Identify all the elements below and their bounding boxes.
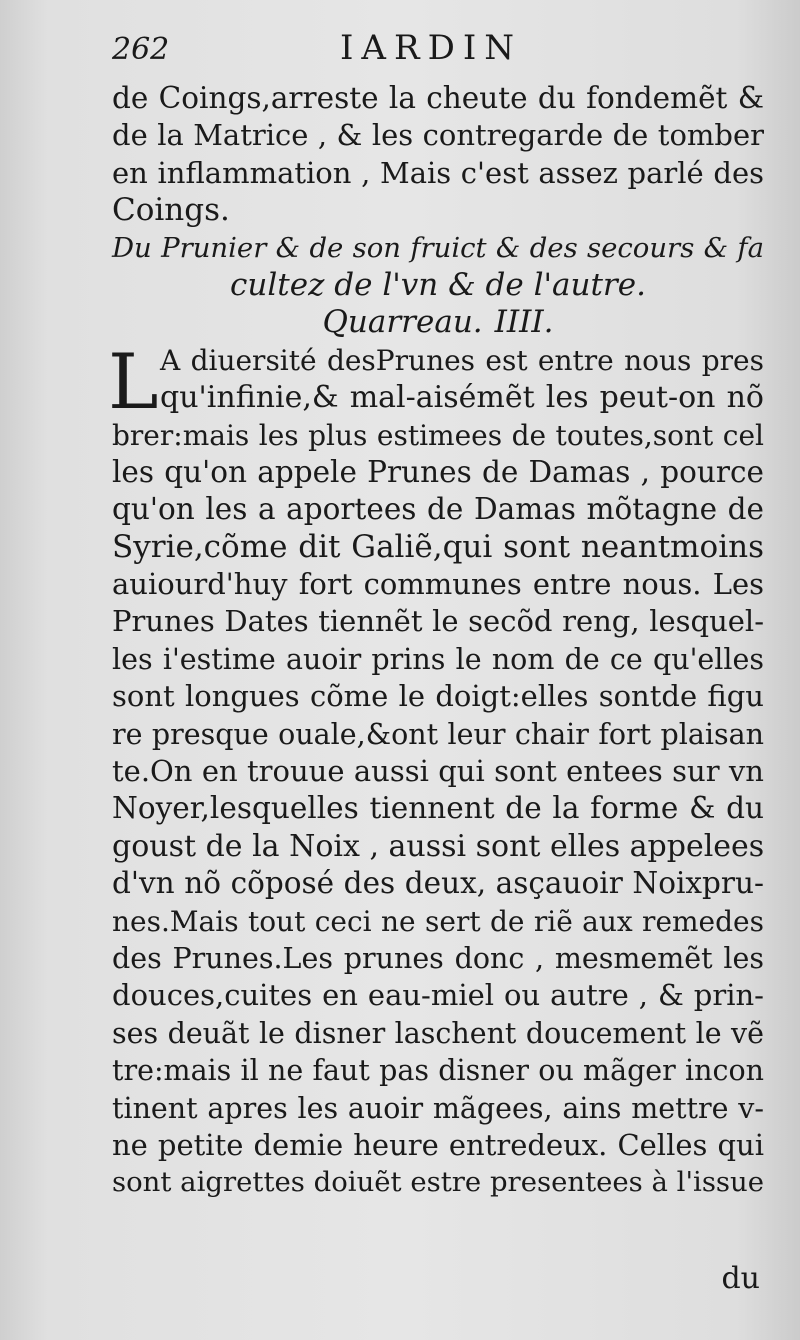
chapter-title-line: Du Prunier & de son fruict & des secours & fa	[112, 231, 764, 264]
text-line: brer:mais les plus estimees de toutes,sont cel	[112, 418, 764, 452]
text-line: douces,cuites en eau-miel ou autre , & prin-	[112, 978, 764, 1013]
text-line: tre:mais il ne faut pas disner ou mãger incon	[112, 1054, 764, 1088]
text-line: qu'infinie,& mal-aisémẽt les peut-on nõ	[160, 380, 764, 416]
text-line: goust de la Noix , aussi sont elles appelees	[112, 828, 765, 864]
text-line: te.On en trouue aussi qui sont entees sur vn	[112, 754, 764, 789]
text-block	[108, 80, 765, 1202]
text-line: ne petite demie heure entredeux. Celles qui	[112, 1127, 764, 1162]
catchword: du	[721, 1261, 760, 1296]
text-line: les qu'on appele Prunes de Damas , pource	[112, 454, 764, 489]
text-line: A diuersité desPrunes est entre nous pres	[160, 343, 764, 377]
section-heading	[112, 304, 764, 341]
text-line: ses deuãt le disner laschent doucement le vẽ	[112, 1016, 764, 1050]
text-line: sont longues cõme le doigt:elles sontde figu	[112, 679, 764, 714]
text-line: les i'estime auoir prins le nom de ce qu'elles	[112, 642, 764, 676]
chapter-title-line: cultez de l'vn & de l'autre.	[230, 266, 646, 303]
text-line: en inflammation , Mais c'est assez parlé des	[112, 155, 764, 190]
section-number: IIII.	[494, 304, 554, 341]
page-number: 262	[112, 32, 170, 67]
text-line: Prunes Dates tiennẽt le secõd reng, lesquel-	[112, 604, 764, 639]
text-line: auiourd'huy fort communes entre nous. Les	[112, 567, 764, 602]
text-line: des Prunes.Les prunes donc , mesmemẽt les	[112, 941, 764, 975]
text-line: Syrie,cõme dit Galiẽ,qui sont neantmoins	[112, 528, 764, 565]
running-title: IARDIN	[340, 28, 523, 68]
text-line: nes.Mais tout ceci ne sert de riẽ aux remedes	[112, 904, 764, 938]
text-line: Coings.	[112, 192, 230, 229]
text-line: re presque ouale,&ont leur chair fort plaisan	[112, 717, 764, 751]
text-line: d'vn nõ cõposé des deux, asçauoir Noixpru-	[112, 866, 764, 901]
text-line: qu'on les a aportees de Damas mõtagne de	[112, 492, 764, 527]
text-line: tinent apres les auoir mãgees, ains mettre v-	[112, 1091, 764, 1125]
drop-cap: L	[108, 336, 159, 426]
text-line: sont aigrettes doiuẽt estre presentees à l'issue	[112, 1166, 765, 1199]
paragraph	[108, 336, 765, 1202]
page-header	[108, 26, 768, 76]
text-line: de Coings,arreste la cheute du fondemẽt &	[112, 81, 764, 115]
section-label: Quarreau.	[322, 304, 483, 341]
text-line: Noyer,lesquelles tiennent de la forme & du	[112, 791, 764, 826]
text-line: de la Matrice , & les contregarde de tomber	[112, 118, 764, 153]
